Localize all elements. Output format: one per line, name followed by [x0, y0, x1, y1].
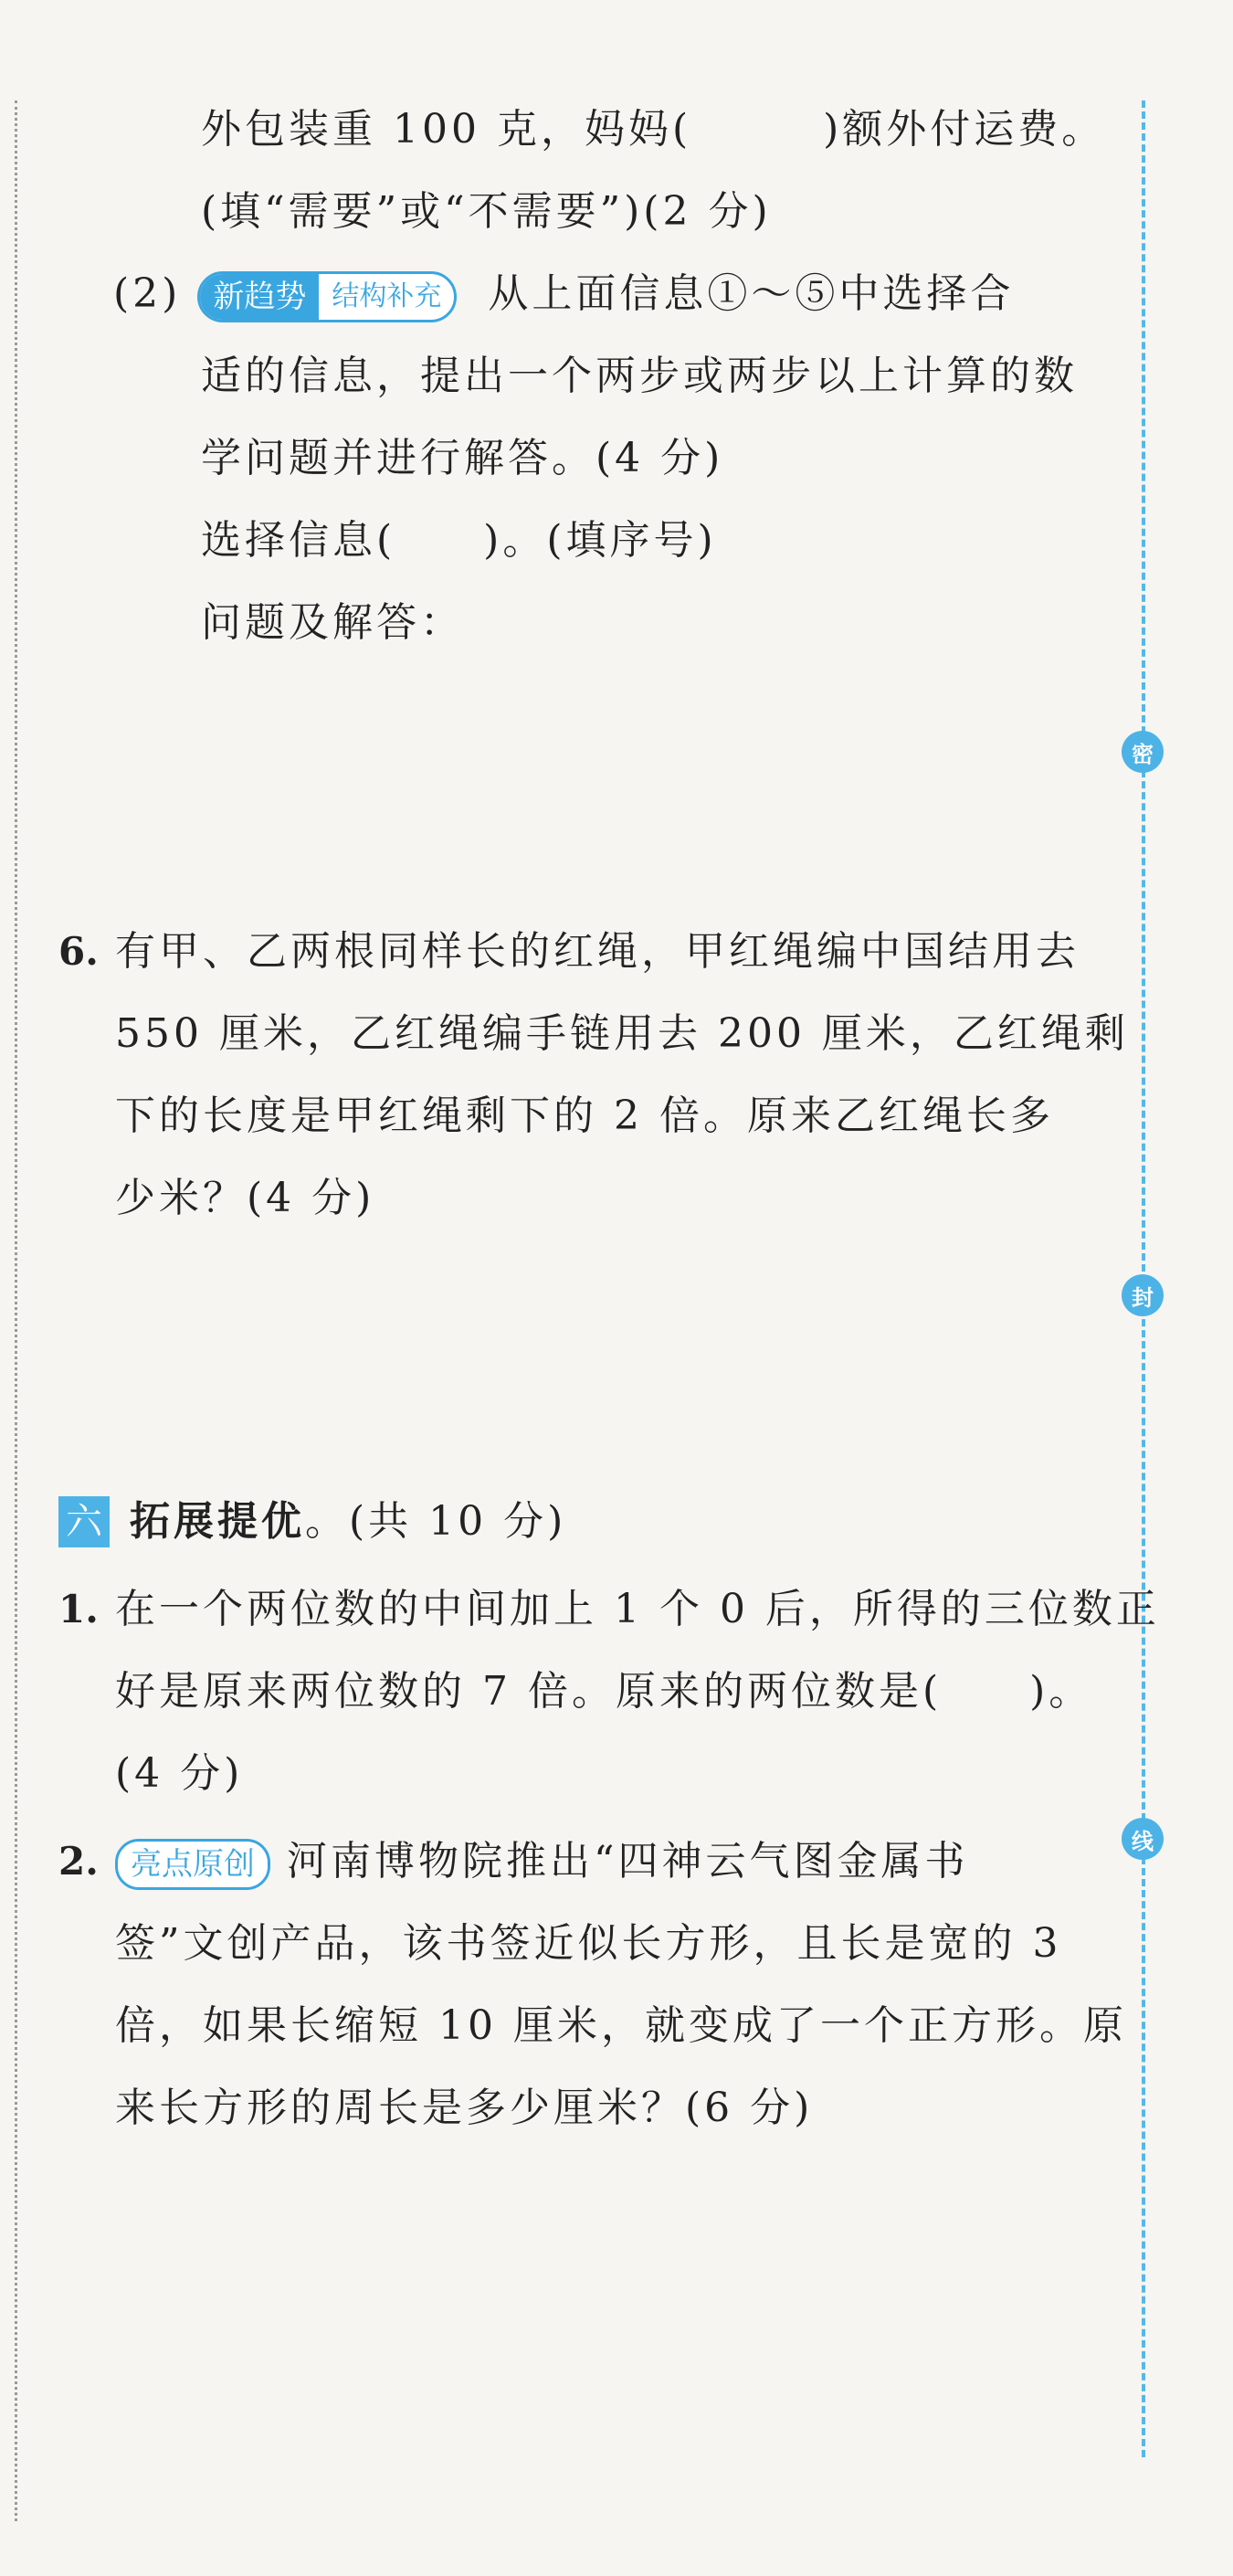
new-trend-tag-main: 新趋势 [200, 274, 319, 320]
q5-part2-text-line: 适的信息，提出一个两步或两步以上计算的数 [201, 353, 1078, 399]
side-mark-seal: 封 [1122, 1274, 1164, 1316]
q5-part2-answer-label: 问题及解答： [201, 599, 464, 646]
q5-text-line: 外包装重 100 克，妈妈( )额外付运费。 [201, 106, 1106, 153]
s6-q1-text-line: (4 分) [115, 1750, 244, 1797]
q6-number: 6. [58, 929, 99, 974]
section-title-points: 。(共 10 分) [305, 1498, 567, 1545]
section-number-badge: 六 [58, 1496, 110, 1547]
s6-q2-text-line: 倍，如果长缩短 10 厘米，就变成了一个正方形。原 [115, 2002, 1127, 2049]
q5-part2-first-line [113, 267, 1014, 322]
q5-text-line: (填“需要”或“不需要”)(2 分) [201, 188, 772, 235]
q5-part2-select-info: 选择信息( )。(填序号) [201, 517, 717, 564]
new-trend-tag-sub: 结构补充 [332, 280, 442, 312]
side-mark-seal: 密 [1122, 731, 1164, 773]
q5-part2-text-line: 学问题并进行解答。(4 分) [201, 435, 724, 481]
side-mark-line: 线 [1122, 1818, 1164, 1860]
original-highlight-tag: 亮点原创 [115, 1839, 270, 1890]
s6-q1-text-line: 在一个两位数的中间加上 1 个 0 后，所得的三位数正 [115, 1586, 1160, 1632]
left-dotted-margin [15, 100, 17, 2521]
s6-q2-text-line: 来长方形的周长是多少厘米？(6 分) [115, 2085, 814, 2131]
s6-q2-number: 2. [58, 1839, 99, 1884]
s6-q2-text: 河南博物院推出“四神云气图金属书 [287, 1838, 969, 1884]
s6-q2-first-line [115, 1834, 969, 1890]
q6-text-line: 有甲、乙两根同样长的红绳，甲红绳编中国结用去 [115, 928, 1080, 975]
q6-text-line: 下的长度是甲红绳剩下的 2 倍。原来乙红绳长多 [115, 1093, 1054, 1139]
q6-text-line: 550 厘米，乙红绳编手链用去 200 厘米，乙红绳剩 [115, 1010, 1129, 1057]
s6-q1-text-line: 好是原来两位数的 7 倍。原来的两位数是( )。 [115, 1668, 1093, 1715]
section-title [130, 1494, 566, 1549]
s6-q2-text-line: 签”文创产品，该书签近似长方形，且长是宽的 3 [115, 1920, 1062, 1967]
s6-q1-number: 1. [58, 1587, 99, 1631]
q5-part2-text: 从上面信息①～⑤中选择合 [488, 270, 1015, 317]
section-title-bold: 拓展提优 [130, 1498, 305, 1545]
q6-text-line: 少米？(4 分) [115, 1175, 375, 1221]
new-trend-tag [197, 271, 457, 322]
q5-part2-label: (2) [113, 270, 182, 317]
